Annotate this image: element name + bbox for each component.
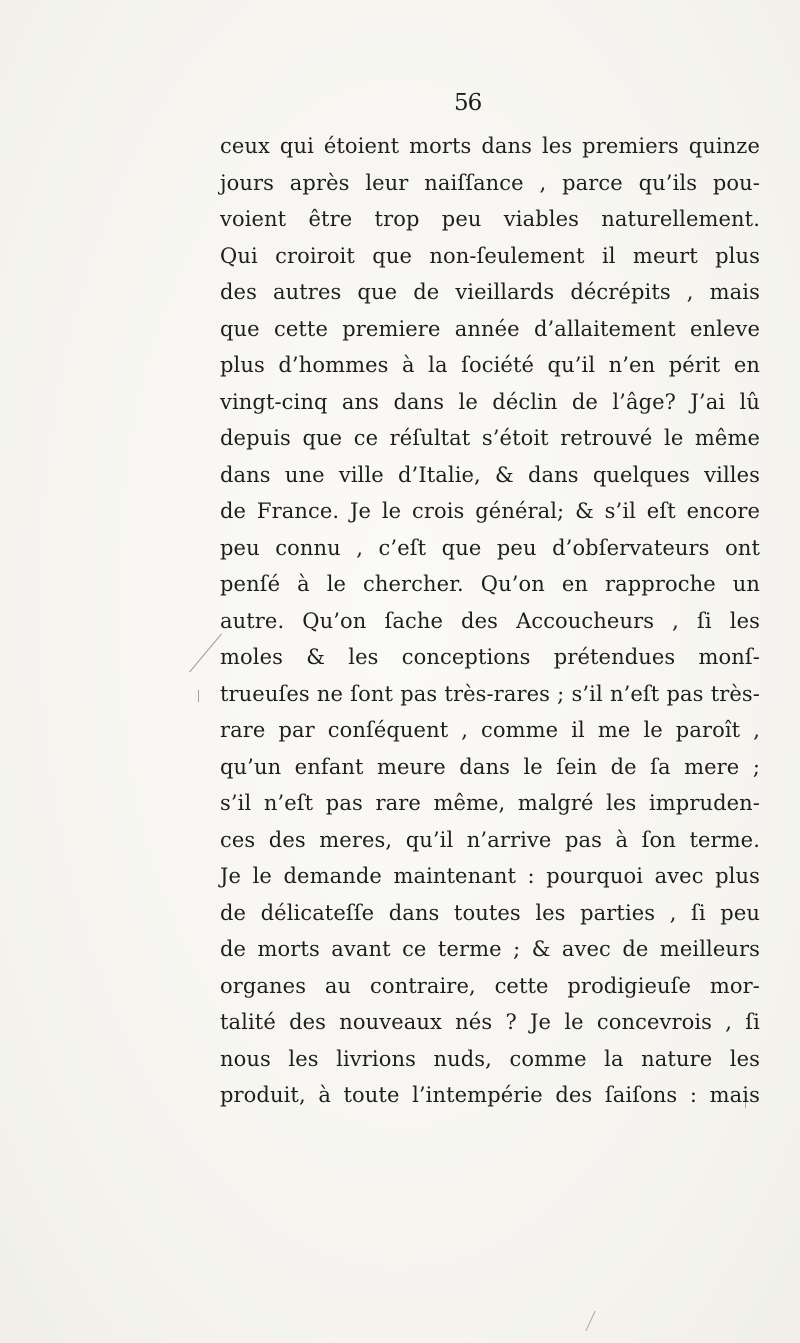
text-line: de France. Je le crois général; & s’il eſt encore xyxy=(220,499,760,523)
text-line: peu connu , c’eſt que peu d’obſervateurs ont xyxy=(220,535,760,560)
text-line: Je le demande maintenant : pourquoi avec plus xyxy=(220,864,760,888)
text-line: moles & les conceptions prétendues monſ- xyxy=(220,645,760,669)
text-line: talité des nouveaux nés ? Je le concevrois , ſi xyxy=(220,1010,760,1034)
text-line: autre. Qu’on ſache des Accoucheurs , ſi les xyxy=(220,608,760,633)
text-line: organes au contraire, cette prodigieuſe mor- xyxy=(220,973,760,998)
margin-mark xyxy=(585,1311,595,1331)
text-line: des autres que de vieillards décrépits , mais xyxy=(220,280,760,304)
text-line: jours après leur naiſſance , parce qu’ils pou- xyxy=(220,170,760,195)
text-line: depuis que ce réſultat s’étoit retrouvé le même xyxy=(220,426,760,450)
text-line: s’il n’eſt pas rare même, malgré les impruden- xyxy=(220,791,760,815)
text-line: vingt-cinq ans dans le déclin de l’âge? J’ai lû xyxy=(220,389,760,414)
text-line: plus d’hommes à la ſociété qu’il n’en périt en xyxy=(220,353,760,377)
margin-mark xyxy=(189,634,222,673)
text-line: ceux qui étoient morts dans les premiers quinze xyxy=(220,134,760,158)
text-line: produit, à toute l’intempérie des ſaiſons : mais xyxy=(220,1083,760,1107)
margin-mark xyxy=(198,690,199,702)
text-line: rare par conſéquent , comme il me le paroît , xyxy=(220,718,760,742)
text-line: voient être trop peu viables naturellement. xyxy=(220,207,760,231)
text-line: qu’un enfant meure dans le ſein de ſa mere ; xyxy=(220,754,760,779)
text-line: que cette premiere année d’allaitement enleve xyxy=(220,316,760,341)
text-line: de délicateſſe dans toutes les parties , ſi peu xyxy=(220,900,760,925)
text-line: Qui croiroit que non-ſeulement il meurt plus xyxy=(220,243,760,268)
body-text xyxy=(220,128,760,1114)
text-line: trueuſes ne ſont pas très-rares ; s’il n’eſt pas très- xyxy=(220,681,760,706)
page-number: 56 xyxy=(454,90,482,116)
text-line: nous les livrions nuds, comme la nature les xyxy=(220,1046,760,1071)
text-line: penſé à le chercher. Qu’on en rapproche un xyxy=(220,572,760,596)
text-line: de morts avant ce terme ; & avec de meilleurs xyxy=(220,937,760,961)
text-line: ces des meres, qu’il n’arrive pas à ſon terme. xyxy=(220,827,760,852)
text-line: dans une ville d’Italie, & dans quelques villes xyxy=(220,462,760,487)
